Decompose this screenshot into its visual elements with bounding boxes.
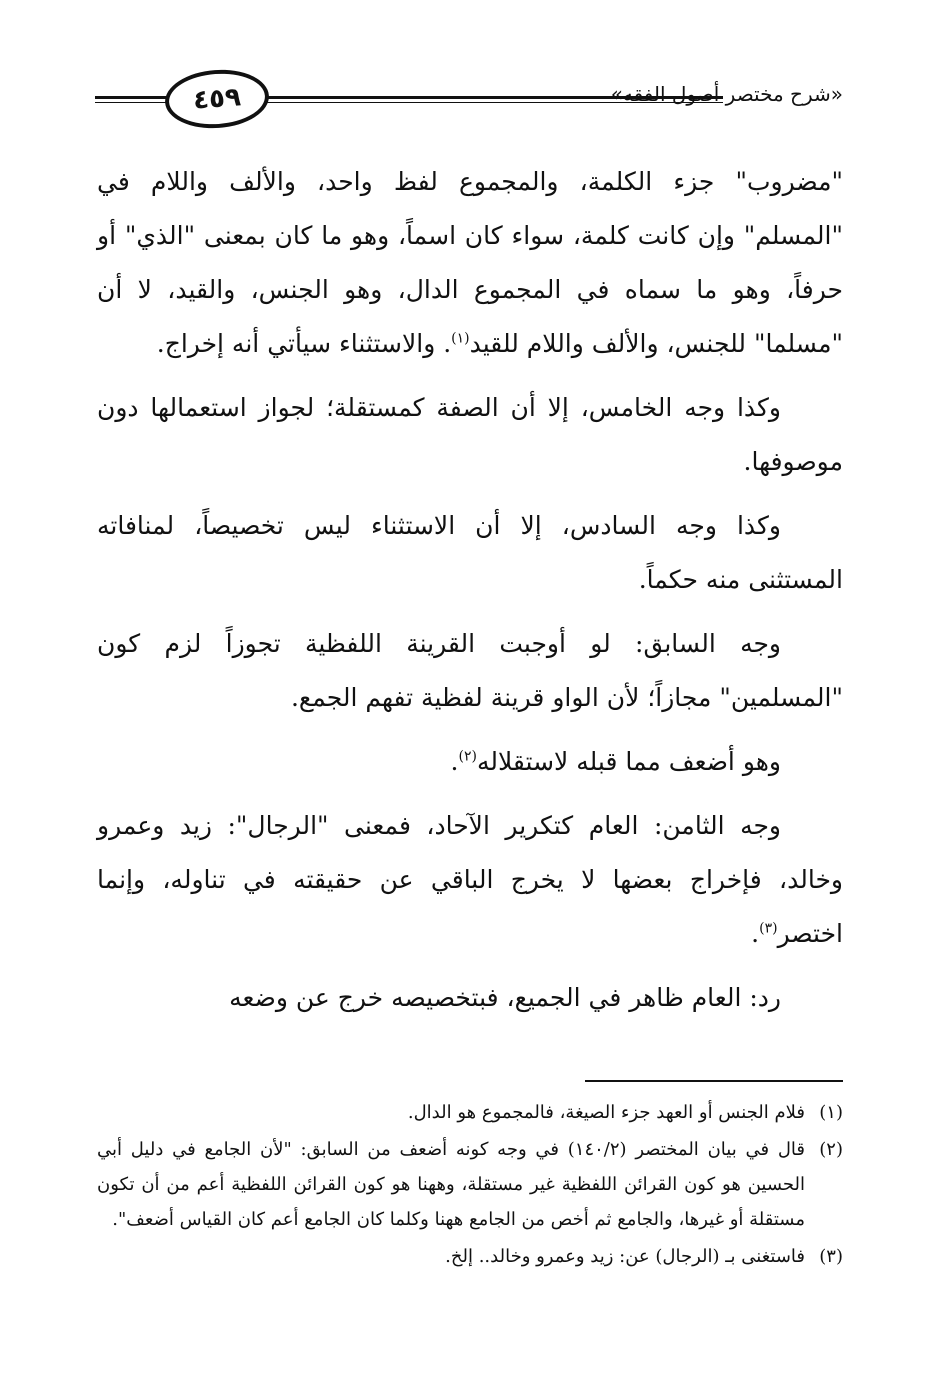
footnote-number: (١) (819, 1102, 843, 1123)
page-header (95, 70, 843, 130)
footnote-text: فاستغنى بـ (الرجال) عن: زيد وعمرو وخالد.. إلخ. (445, 1246, 805, 1267)
main-text (97, 155, 843, 1035)
paragraph: وكذا وجه الخامس، إلا أن الصفة كمستقلة؛ لجواز استعمالها دون موصوفها. (97, 393, 843, 476)
page-number: ٤٥٩ (192, 82, 242, 116)
footnote-text: قال في بيان المختصر (١٤٠/٢) في وجه كونه أضعف من السابق: "لأن الجامع في دليل أبي الحسين هو كون القرائن اللفظية غير مستقلة، وههنا هو كون القرائن اللفظية أعم من أن تكون مستقلة أو غيرها، والجامع ثم أخص من الجامع ههنا وكلما كان الجامع أعم كان القياس أضعف". (97, 1139, 806, 1230)
running-title: «شرح مختصر أصول الفقه» (610, 82, 843, 106)
footnote-ref[interactable]: (٢) (458, 748, 477, 765)
footnote-text: فلام الجنس أو العهد جزء الصيغة، فالمجموع هو الدال. (407, 1102, 805, 1123)
footnotes (97, 1095, 843, 1276)
page-number-badge (163, 66, 271, 131)
paragraph: وجه الثامن: العام كتكرير الآحاد، فمعنى "الرجال": زيد وعمرو وخالد، فإخراج بعضها لا يخرج الباقي عن حقيقته في تناوله، وإنما اختصر$^{(٣)}$. (97, 811, 843, 948)
paragraph: وجه السابق: لو أوجبت القرينة اللفظية تجوزاً لزم كون "المسلمين" مجازاً؛ لأن الواو قرينة لفظية تفهم الجمع. (97, 629, 843, 712)
paragraph: "مضروب" جزء الكلمة، والمجموع لفظ واحد، والألف واللام في "المسلم" وإن كانت كلمة، سواء كان اسماً، وهو ما كان بمعنى "الذي" أو حرفاً، وهو ما سماه في المجموع الدال، وهو الجنس، والقيد، لا أن "مسلما" للجنس، والألف واللام للقيد$^{(١)}$. والاستثناء سيأتي أنه إخراج. (97, 167, 843, 358)
footnote (97, 1239, 843, 1274)
paragraph: رد: العام ظاهر في الجميع، فبتخصيصه خرج عن وضعه (229, 983, 781, 1012)
paragraph: وكذا وجه السادس، إلا أن الاستثناء ليس تخصيصاً، لمنافاته المستثنى منه حكماً. (97, 511, 843, 594)
header-rule (95, 96, 173, 99)
footnote (97, 1095, 843, 1130)
footnote-number: (٢) (819, 1139, 843, 1160)
footnote-ref[interactable]: (٣) (759, 920, 778, 937)
paragraph: وهو أضعف مما قبله لاستقلاله$^{(٢)}$. (450, 747, 781, 776)
footnote-number: (٣) (819, 1246, 843, 1267)
footnote (97, 1132, 843, 1237)
footnote-ref[interactable]: (١) (451, 330, 470, 347)
footnote-divider (585, 1080, 843, 1082)
header-rule (95, 102, 173, 103)
